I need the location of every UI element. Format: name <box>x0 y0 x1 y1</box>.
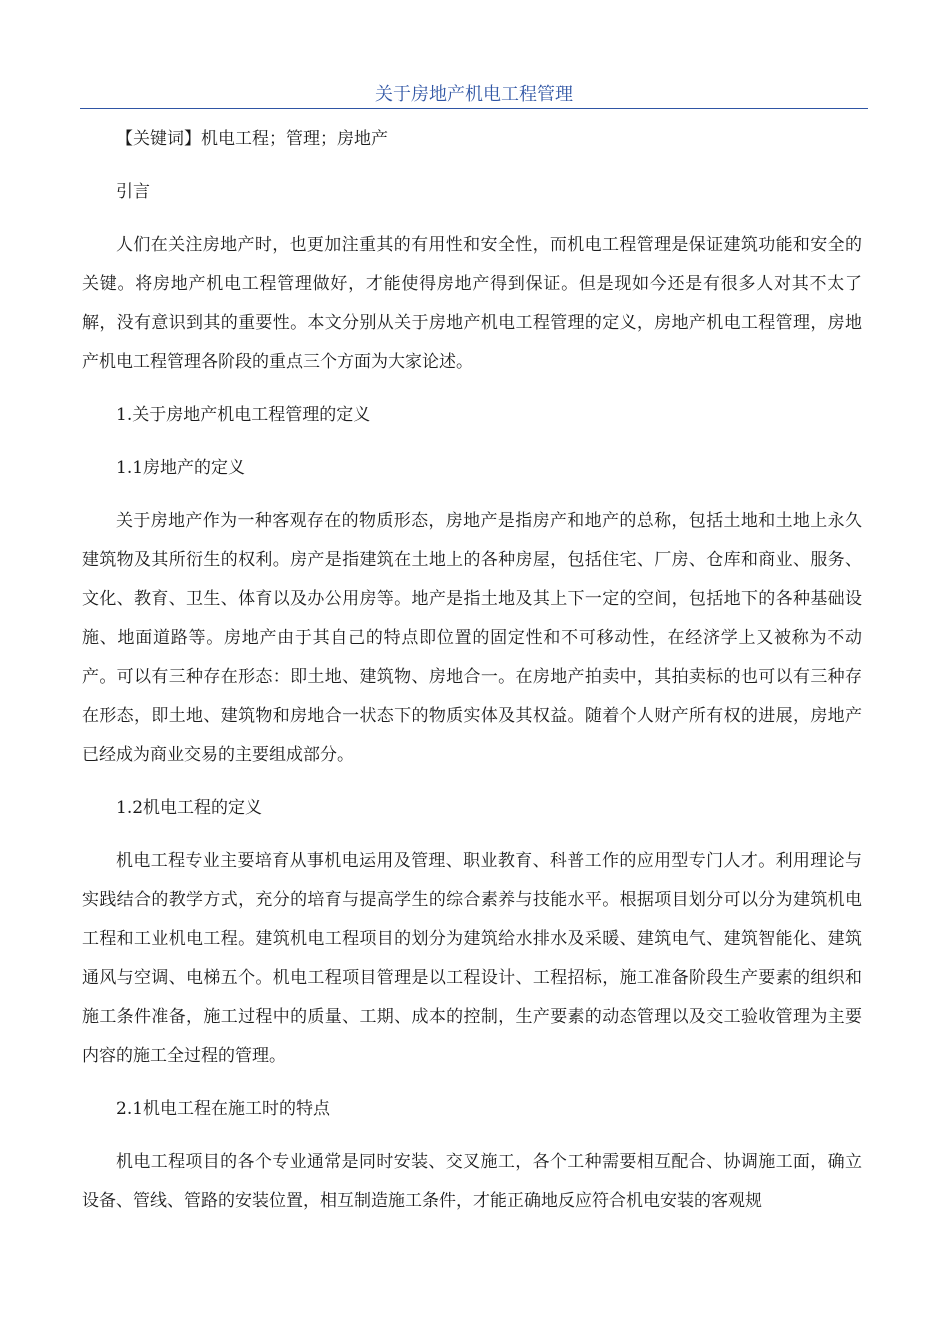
section-1-1-paragraph: 关于房地产作为一种客观存在的物质形态，房地产是指房产和地产的总称，包括土地和土地上永久建筑物及其所衍生的权利。房产是指建筑在土地上的各种房屋，包括住宅、厂房、仓库和商业、服务、文化、教育、卫生、体育以及办公用房等。地产是指土地及其上下一定的空间，包括地下的各种基础设施、地面道路等。房地产由于其自己的特点即位置的固定性和不可移动性，在经济学上又被称为不动产。可以有三种存在形态：即土地、建筑物、房地合一。在房地产拍卖中，其拍卖标的也可以有三种存在形态，即土地、建筑物和房地合一状态下的物质实体及其权益。随着个人财产所有权的进展，房地产已经成为商业交易的主要组成部分。 <box>82 511 862 765</box>
section-1-2-paragraph: 机电工程专业主要培育从事机电运用及管理、职业教育、科普工作的应用型专门人才。利用理论与实践结合的教学方式，充分的培育与提高学生的综合素养与技能水平。根据项目划分可以分为建筑机电工程和工业机电工程。建筑机电工程项目的划分为建筑给水排水及采暖、建筑电气、建筑智能化、建筑通风与空调、电梯五个。机电工程项目管理是以工程设计、工程招标，施工准备阶段生产要素的组织和施工条件准备，施工过程中的质量、工期、成本的控制，生产要素的动态管理以及交工验收管理为主要内容的施工全过程的管理。 <box>82 851 862 1066</box>
keywords-line: 【关键词】机电工程；管理；房地产 <box>116 129 388 149</box>
section-1-2-heading: 1.2机电工程的定义 <box>116 798 263 818</box>
document-body <box>82 120 862 1221</box>
intro-paragraph: 人们在关注房地产时，也更加注重其的有用性和安全性，而机电工程管理是保证建筑功能和安全的关键。将房地产机电工程管理做好，才能使得房地产得到保证。但是现如今还是有很多人对其不太了解，没有意识到其的重要性。本文分别从关于房地产机电工程管理的定义，房地产机电工程管理，房地产机电工程管理各阶段的重点三个方面为大家论述。 <box>82 235 862 372</box>
section-2-1-heading: 2.1机电工程在施工时的特点 <box>116 1099 331 1119</box>
intro-heading: 引言 <box>116 182 150 202</box>
section-2-1-paragraph: 机电工程项目的各个专业通常是同时安装、交叉施工，各个工种需要相互配合、协调施工面，确立设备、管线、管路的安装位置，相互制造施工条件，才能正确地反应符合机电安装的客观规 <box>82 1152 862 1211</box>
page-title: 关于房地产机电工程管理 <box>375 84 573 105</box>
section-1-heading: 1.关于房地产机电工程管理的定义 <box>116 405 371 425</box>
header-divider <box>80 108 868 109</box>
section-1-1-heading: 1.1房地产的定义 <box>116 458 246 478</box>
